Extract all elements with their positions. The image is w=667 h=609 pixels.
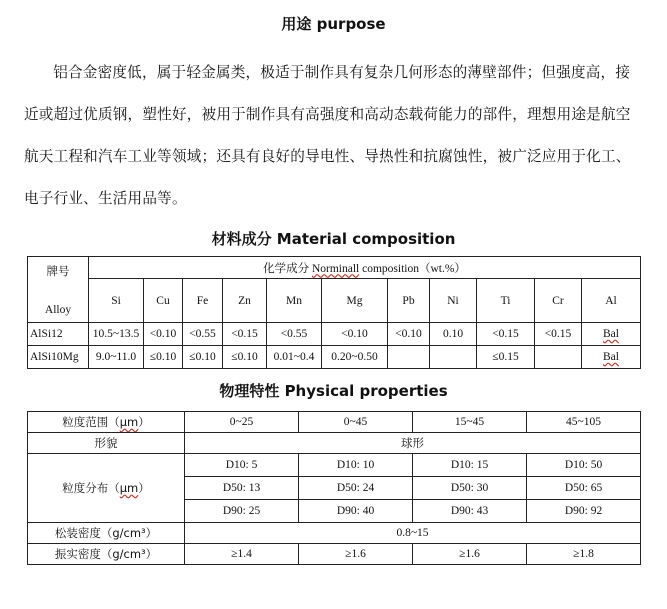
element-header: Ti: [477, 279, 535, 323]
size-distribution-label: [28, 454, 185, 523]
size-range-value: 0~25: [185, 412, 299, 433]
table-row: [28, 454, 641, 477]
composition-value: <0.55: [267, 323, 322, 346]
size-range-value: 15~45: [413, 412, 527, 433]
purpose-paragraph: 铝合金密度低，属于轻金属类，极适于制作具有复杂几何形态的薄壁部件；但强度高，接近或超过优质钢，塑性好，被用于制作具有高强度和高动态载荷能力的部件，理想用途是航空航天工程和汽车工业等领域；还具有良好的导电性、导热性和抗腐蚀性，被广泛应用于化工、电子行业、生活用品等。: [24, 64, 631, 207]
composition-value: <0.10: [322, 323, 388, 346]
composition-header: [89, 257, 641, 279]
composition-value: <0.15: [535, 323, 582, 346]
distribution-value: D50: 65: [527, 477, 641, 500]
size-range-label-unit: μm: [119, 415, 139, 429]
element-header: Fe: [183, 279, 223, 323]
element-header: Cu: [144, 279, 183, 323]
distribution-value: D90: 43: [413, 500, 527, 523]
composition-value: [430, 346, 477, 369]
distribution-value: D10: 15: [413, 454, 527, 477]
element-header: Ni: [430, 279, 477, 323]
size-distribution-label-unit: μm: [119, 481, 139, 495]
size-range-value: 0~45: [299, 412, 413, 433]
alloy-name: AlSi12: [28, 323, 89, 346]
element-header: Mn: [267, 279, 322, 323]
physical-table: [27, 411, 641, 565]
alloy-header-en: Alloy: [44, 304, 72, 316]
composition-value: ≤0.10: [183, 346, 223, 369]
tap-density-label: 振实密度（g/cm³）: [28, 544, 185, 565]
tap-density-value: ≥1.6: [413, 544, 527, 565]
composition-value: 9.0~11.0: [89, 346, 144, 369]
element-header: Mg: [322, 279, 388, 323]
distribution-value: D90: 40: [299, 500, 413, 523]
composition-header-prefix: 化学成分: [263, 262, 312, 275]
composition-value: 0.01~0.4: [267, 346, 322, 369]
size-range-label: [28, 412, 185, 433]
shape-value: 球形: [185, 433, 641, 454]
composition-value: 10.5~13.5: [89, 323, 144, 346]
distribution-value: D10: 50: [527, 454, 641, 477]
element-header: Zn: [223, 279, 267, 323]
bulk-density-value: 0.8~15: [185, 523, 641, 544]
shape-label: 形貌: [28, 433, 185, 454]
size-distribution-label-prefix: 粒度分布（: [62, 481, 120, 495]
element-header: Al: [582, 279, 641, 323]
composition-heading: 材料成分 Material composition: [211, 230, 456, 248]
table-row: [28, 433, 641, 454]
table-row: [28, 346, 641, 369]
tap-density-value: ≥1.4: [185, 544, 299, 565]
alloy-name: AlSi10Mg: [28, 346, 89, 369]
composition-header-term: Norminall: [311, 262, 360, 275]
composition-value: [535, 346, 582, 369]
composition-value: <0.10: [388, 323, 430, 346]
composition-value: 0.20~0.50: [322, 346, 388, 369]
composition-value: ≤0.15: [477, 346, 535, 369]
distribution-value: D10: 5: [185, 454, 299, 477]
size-range-label-prefix: 粒度范围（: [62, 415, 120, 429]
alloy-header-cell: [28, 257, 89, 323]
table-row: [28, 323, 641, 346]
composition-value: ≤0.10: [144, 346, 183, 369]
alloy-header-cn: 牌号: [46, 266, 70, 278]
distribution-value: D90: 92: [527, 500, 641, 523]
distribution-value: D50: 30: [413, 477, 527, 500]
physical-heading: 物理特性 Physical properties: [219, 382, 448, 400]
table-row: [28, 544, 641, 565]
purpose-heading: 用途 purpose: [281, 15, 386, 33]
element-header: Si: [89, 279, 144, 323]
composition-value-text: Bal: [603, 351, 619, 363]
table-row: [28, 523, 641, 544]
composition-table: [27, 256, 641, 369]
distribution-value: D10: 10: [299, 454, 413, 477]
distribution-value: D50: 13: [185, 477, 299, 500]
composition-value: [582, 323, 641, 346]
composition-value: [388, 346, 430, 369]
composition-value: ≤0.10: [223, 346, 267, 369]
composition-value-text: Bal: [603, 328, 619, 340]
composition-value: [582, 346, 641, 369]
composition-value: <0.15: [477, 323, 535, 346]
tap-density-value: ≥1.6: [299, 544, 413, 565]
element-header: Cr: [535, 279, 582, 323]
composition-value: <0.15: [223, 323, 267, 346]
element-header: Pb: [388, 279, 430, 323]
tap-density-value: ≥1.8: [527, 544, 641, 565]
size-range-value: 45~105: [527, 412, 641, 433]
composition-header-suffix: composition（wt.%）: [359, 262, 466, 275]
composition-value: <0.55: [183, 323, 223, 346]
size-range-label-suffix: ）: [138, 415, 150, 429]
composition-value: <0.10: [144, 323, 183, 346]
distribution-value: D90: 25: [185, 500, 299, 523]
bulk-density-label: 松装密度（g/cm³）: [28, 523, 185, 544]
composition-value: 0.10: [430, 323, 477, 346]
table-row: [28, 412, 641, 433]
distribution-value: D50: 24: [299, 477, 413, 500]
size-distribution-label-suffix: ）: [138, 481, 150, 495]
